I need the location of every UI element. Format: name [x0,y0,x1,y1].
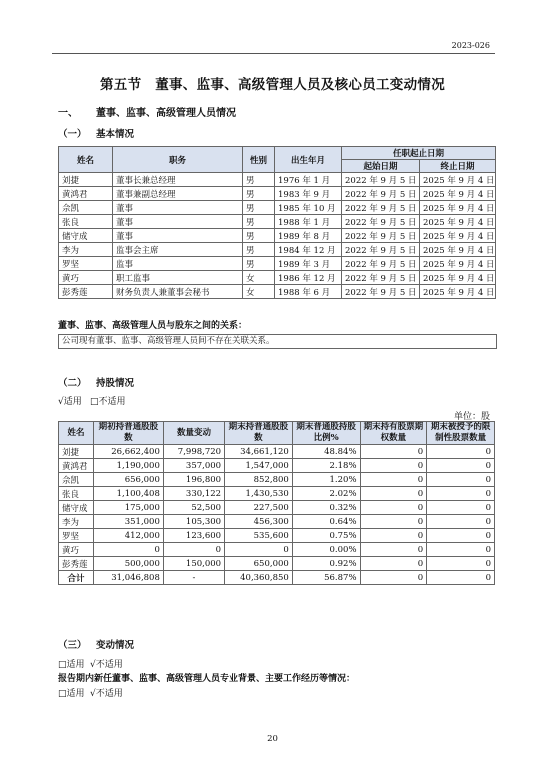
doc-code: 2023-026 [451,41,490,50]
page-number: 20 [267,734,278,744]
table-row: 黄巧 职工监事 女 1986 年 12 月 2022 年 9 月 5 日 2025 年 9 月 4 日 [59,271,496,285]
col-header-start: 起始日期 [342,160,420,173]
header-divider [52,53,495,54]
col-header-ratio: 期末普通股持股比例% [292,422,360,445]
table-row: 张良 1,100,408 330,122 1,430,530 2.02% 0 0 [59,487,495,501]
col-header-end-shares: 期末持普通股股数 [225,422,293,445]
section1-sub-heading: 基本情况 [96,129,135,140]
relation-heading: 董事、监事、高级管理人员与股东之间的关系： [58,321,248,331]
table-row: 彭秀莲 财务负责人兼董事会秘书 女 1988 年 6 月 2022 年 9 月 5 日 2025 年 9 月 4 日 [59,285,496,299]
shareholding-table [58,421,495,585]
table-row: 储守成 175,000 52,500 227,500 0.32% 0 0 [59,501,495,515]
table-total-row: 合计 31,046,808 - 40,360,850 56.87% 0 0 [59,571,495,585]
section1-sub-num: （一） [58,129,87,140]
new-members-not-applicable-checkbox: √不适用 [90,689,123,699]
table-row: 刘捷 26,662,400 7,998,720 34,661,120 48.84% 0 0 [59,445,495,459]
table-row: 李为 监事会主席 男 1984 年 12 月 2022 年 9 月 5 日 2025 年 9 月 4 日 [59,243,496,257]
table-row: 彭秀莲 500,000 150,000 650,000 0.92% 0 0 [59,557,495,571]
col-header-restricted: 期末被授予的限制性股票数量 [427,422,495,445]
new-members-applicable-checkbox: □适用 [58,689,85,699]
col-header-begin-shares: 期初持普通股股数 [93,422,163,445]
basic-info-table [58,146,496,299]
relation-text: 公司现有董事、监事、高级管理人员间不存在关联关系。 [58,334,497,349]
section3-heading-num: （三） [58,640,87,651]
section2-applicable-checkbox: √适用 [58,397,82,407]
new-members-heading: 报告期内新任董事、监事、高级管理人员专业背景、主要工作经历等情况： [58,674,356,684]
section3-applicable-checkbox: □适用 [58,660,85,670]
section1-heading: 董事、监事、高级管理人员情况 [96,108,236,119]
table-row: 刘捷 董事长兼总经理 男 1976 年 1 月 2022 年 9 月 5 日 2025 年 9 月 4 日 [59,173,496,187]
col-header-name: 姓名 [59,147,113,173]
col-header-birth: 出生年月 [275,147,342,173]
unit-label: 单位：股 [453,412,490,422]
table-row: 储守成 董事 男 1989 年 8 月 2022 年 9 月 5 日 2025 年 9 月 4 日 [59,229,496,243]
table-row: 罗坚 监事 男 1989 年 3 月 2022 年 9 月 5 日 2025 年 9 月 4 日 [59,257,496,271]
table-row: 黄鸿君 董事兼副总经理 男 1983 年 9 月 2022 年 9 月 5 日 2025 年 9 月 4 日 [59,187,496,201]
section2-not-applicable-checkbox: □不适用 [90,397,126,407]
col-header-end: 终止日期 [420,160,496,173]
table-row: 黄鸿君 1,190,000 357,000 1,547,000 2.18% 0 0 [59,459,495,473]
section3-not-applicable-checkbox: √不适用 [90,660,123,670]
section3-heading: 变动情况 [96,640,135,651]
col-header-options: 期末持有股票期权数量 [360,422,427,445]
col-header-position: 职务 [113,147,243,173]
table-row: 黄巧 0 0 0 0.00% 0 0 [59,543,495,557]
table-row: 张良 董事 男 1988 年 1 月 2022 年 9 月 5 日 2025 年 9 月 4 日 [59,215,496,229]
table-row: 佘凯 656,000 196,800 852,800 1.20% 0 0 [59,473,495,487]
section2-heading: 持股情况 [96,378,135,389]
chapter-title: 第五节 董事、监事、高级管理人员及核心员工变动情况 [100,77,445,93]
table-row: 佘凯 董事 男 1985 年 10 月 2022 年 9 月 5 日 2025 年 9 月 4 日 [59,201,496,215]
col-header-change: 数量变动 [163,422,224,445]
col-header-term: 任职起止日期 [342,147,496,160]
table-row: 罗坚 412,000 123,600 535,600 0.75% 0 0 [59,529,495,543]
section1-heading-num: 一、 [58,108,78,119]
section2-heading-num: （二） [58,378,87,389]
table-row: 李为 351,000 105,300 456,300 0.64% 0 0 [59,515,495,529]
col-header-name: 姓名 [59,422,94,445]
col-header-gender: 性别 [243,147,275,173]
